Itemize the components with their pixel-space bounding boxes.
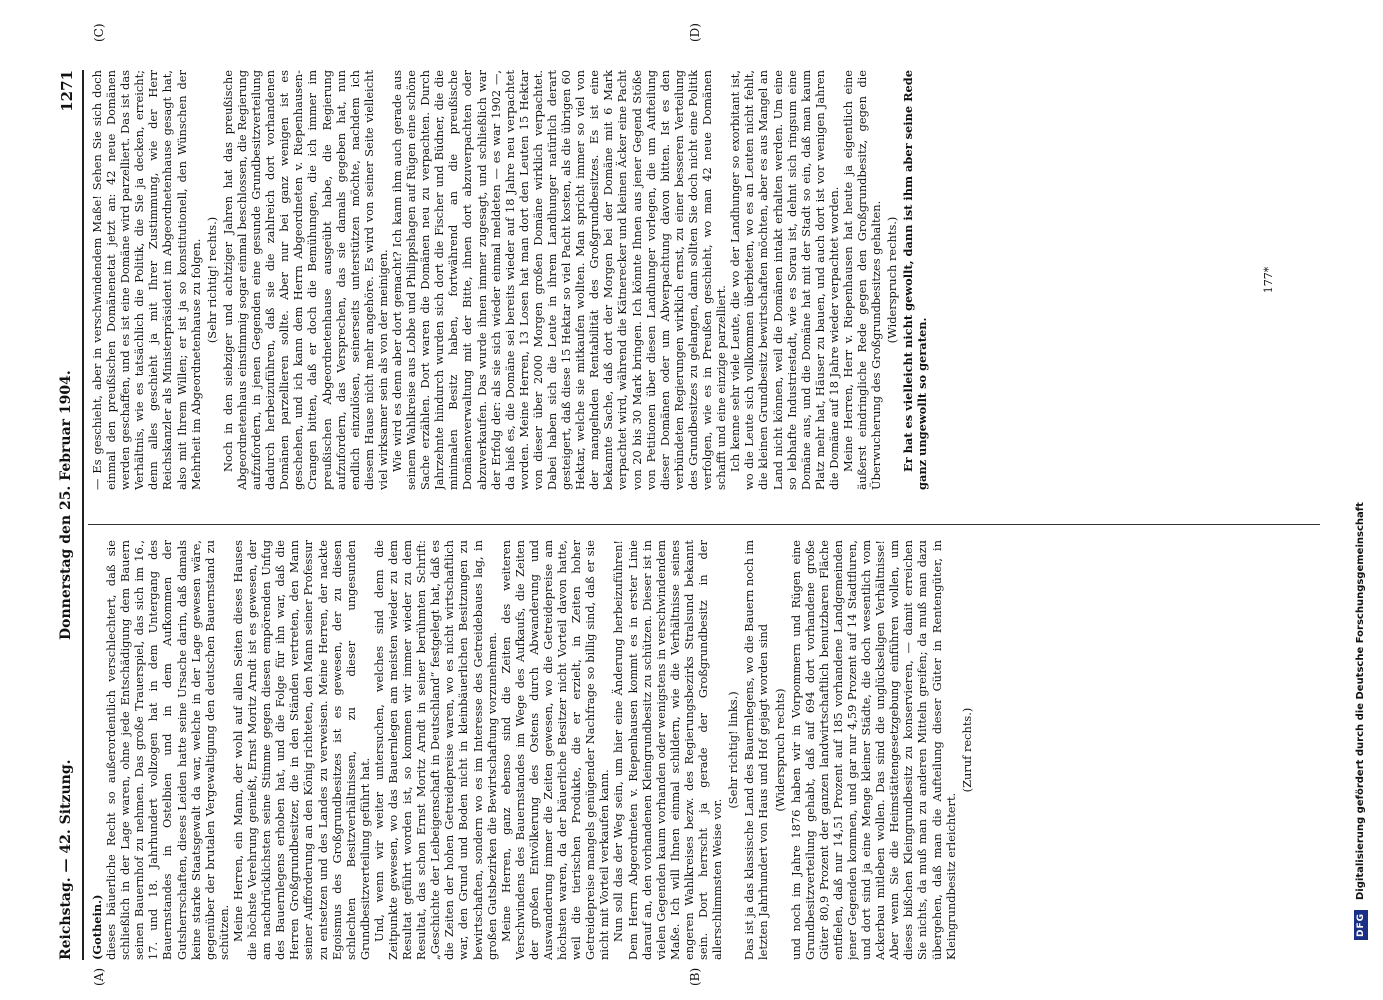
interjection: (Sehr richtig! rechts.) [204, 216, 219, 344]
sheet-signature: 177* [1262, 266, 1275, 294]
interjection: (Zuruf rechts.) [959, 707, 974, 793]
paragraph: und noch im Jahre 1876 haben wir in Vorpommern und Rügen eine Grundbesitzverteilung gehabt, daß auf 694 dort vorhandene große Güter 80,9 Prozent der ganzen landwirtschaftlich benutzbaren Fläche entfielen, daß nur 14,51 Prozent auf 185 vorhandene Landgemeinden jener Gegenden kommen, und gar nur 4,59 Prozent auf 14 Stadtfluren, und dort sind ja eine Menge kleiner Städte, die doch wesentlich vom Ackerbau mitleben wollen. Das sind die unglückseligen Verhältnisse! Aber wenn Sie die Heimstättengesetzgebung einführen wollen, um dieses bißchen Kleingrundbesitz zu konservieren, — damit erreichen Sie nichts, da muß man zu anderen Mitteln greifen; da muß man dazu übergehen, daß man die Aufteilung dieser Güter in Rentengüter, in Kleingrundbesitz erleichtert. [788, 540, 958, 960]
paragraph: dieses bäuerliche Recht so außerordentlich verschlechtert, daß sie schließlich in der Lage waren, ohne jede Entschädigung dem Bauern seinen Bauernhof zu nehmen. Das große Trauerspiel, das sich im 16., 17. und 18. Jahrhundert vollzogen hat in dem Untergang des Bauernstandes in Ostelbien und in dem Aufkommen der Gutsherrschaften, dieses Leiden hatte seine Ursache darin, daß damals keine starke Staatsgewalt da war, welche in der Lage gewesen wäre, gegenüber der brutalen Vergewaltigung den deutschen Bauernstand zu schützen. [104, 540, 231, 960]
paragraph: Meine Herren, Herr v. Riepenhausen hat heute ja eigentlich eine äußerst eindringliche Rede gegen den Großgrundbesitz, gegen die Überwucherung des Großgrundbesitzes gehalten. [840, 70, 884, 490]
left-column [90, 540, 1320, 960]
header-date: Donnerstag den 25. Februar 1904. [58, 370, 74, 640]
paragraph: Das ist ja das klassische Land des Bauernlegens, wo die Bauern noch im letzten Jahrhundert von Haus und Hof gejagt worden sind [742, 540, 771, 960]
dfg-credit-text: Digitalisierung gefördert durch die Deutsche Forschungsgemeinschaft [1355, 502, 1366, 900]
margin-letter-c: (C) [92, 23, 106, 42]
dfg-credit [1352, 60, 1372, 940]
paragraph: Wie wird es denn aber dort gemacht? Ich kann ihm auch gerade aus seinem Wahlkreise aus Lobbe und Philippshagen auf Rügen eine schöne Sache erzählen. Dort waren die Domänen neu zu verpachten. Durch Jahrzehnte hindurch wurden sich dort die Fischer und Büdner, die die minimalen Besitz haben, fortwährend an die preußische Domänenverwaltung mit der Bitte, ihnen dort abzuverpachten oder abzuverkaufen. Das wurde ihnen immer zugesagt, und schließlich war der Erfolg der: als sie sich wieder einmal meldeten — es war 1902 —, da hieß es, die Domäne sei bereits wieder auf 18 Jahre neu verpachtet worden. Meine Herren, 13 Losen hat man dort den Leuten 15 Hektar von dieser über 2000 Morgen großen Domäne wirklich verpachtet. Dabei haben sich die Leute in ihrem Landhunger natürlich derart gesteigert, daß diese 15 Hektar so viel Pacht kosten, als die übrigen 60 Hektar, welche sie mitkaufen wollten. Man spricht immer so viel von der mangelnden Rentabilität des Großgrundbesitzes. Es ist eine bekannte Sache, daß dort der Morgen bei der Domäne mit 6 Mark verpachtet wird, während die Kätnerecker und kleinen Äcker eine Pacht von 20 bis 30 Mark bringen. Ich könnte Ihnen aus jener Gegend Stöße von Petitionen über diesen Landhunger vorlegen, die um Aufteilung dieser Domänen oder um Abverpachtung davon bitten. Ist es den verbündeten Regierungen wirklich ernst, zu einer besseren Verteilung des Grundbesitzes zu gelangen, dann sollten Sie doch nicht eine Politik verfolgen, wie es in Preußen geschieht, wo man 42 neue Domänen schafft und eine einzige parzelliert. [389, 70, 729, 490]
paragraph: — Es geschieht, aber in verschwindendem Maße! Sehen Sie sich doch einmal den preußischen Domänenetat jetzt an: 42 neue Domänen werden geschaffen, und es ist eine Domäne wird parzelliert. Das ist das Verhältnis, wie es tatsächlich die Politik, die Sie ja decken, erreicht; denn alles geschieht ja mit Ihrer Zustimmung, wie der Herr Reichskanzler als Ministerpräsident im Abgeordnetenhause gesagt hat, also mit Ihrem Willen; er ist ja so konstitutionell, den Wünschen der Mehrheit im Abgeordnetenhause zu folgen. [90, 70, 203, 490]
dfg-logo: DFG [1354, 910, 1368, 940]
interjection: (Sehr richtig! links.) [726, 691, 741, 809]
margin-letter-d: (D) [688, 23, 702, 42]
interjection: (Widerspruch rechts.) [885, 216, 900, 344]
paragraph: Meine Herren, ein Mann, der wohl auf allen Seiten dieses Hauses die höchste Verehrung genießt, Ernst Moritz Arndt ist es gewesen, der am nachdrücklichsten seine Stimme gegen diesen empörenden Unfug des Bauernlegens erhoben hat, und die Folge für ihn war, daß die Herren Großgrundbesitzer, die in den Ständen vertreten, den Mann seiner Aufforderung an den König richteten, den Mann seiner Professur zu entsetzen und des Landes zu verweisen. Meine Herren, der nackte Egoismus des Großgrundbesitzes ist es gewesen, der zu diesen schlechten Besitzverhältnissen, zu dieser ungesunden Grundbesitzverteilung geführt hat. [230, 540, 372, 960]
header-session: Reichstag. — 42. Sitzung. [58, 759, 74, 960]
speaker-name: (Gothein.) [90, 894, 104, 960]
margin-letter-b: (B) [688, 967, 702, 986]
paragraph: Nun soll das der Weg sein, um hier eine Änderung herbeizuführen! Dem Herrn Abgeordneten v. Riepenhausen kommt es in erster Linie darauf an, den vorhandenen Kleingrundbesitz zu schützen. Dieser ist in vielen Gegenden kaum vorhanden oder wenigstens in verschwindendem Maße. Ich will Ihnen einmal schildern, wie die Verhältnisse seines engeren Wahlkreises bezw. des Regierungsbezirks Stralsund bekannt sein. Dort herrscht ja gerade der Großgrundbesitz in der allerschlimmsten Weise vor. [611, 540, 725, 960]
margin-letter-a: (A) [92, 967, 106, 986]
paragraph: Und, wenn wir weiter untersuchen, welches sind denn die Zeitpunkte gewesen, wo das Bauernlegen am meisten wieder zu dem Resultat geführt worden ist, so kommen wir immer wieder zu dem Resultat, das schon Ernst Moritz Arndt in seiner berühmten Schrift: „Geschichte der Leibeigenschaft in Deutschland“ festgelegt hat, daß es die Zeiten der hohen Getreidepreise waren, wo es nicht wirtschaftlich war, den Grund und Boden nicht in kleinbäuerlichen Besitzungen zu bewirtschaften, sondern wo es im Interesse des Getreidebaues lag, in großen Gutsbezirken die Bewirtschaftung vorzunehmen. [371, 540, 499, 960]
paragraph: Meine Herren, ganz ebenso sind die Zeiten des weiteren Verschwindens des Bauernstandes im Wege des Aufkaufs, die Zeiten der großen Entvölkerung des Ostens durch Abwanderung und Auswanderung immer die Zeiten gewesen, wo die Getreidepreise am höchsten waren, da der bäuerliche Besitzer nicht Vorteil davon hatte, weil die tierischen Produkte, die er erzielt, in Zeiten hoher Getreidepreise mangels genügender Nachfrage so billig sind, daß er sie nicht mit Vorteil verkaufen kann. [498, 540, 612, 960]
paragraph: Noch in den siebziger und achtziger Jahren hat das preußische Abgeordnetenhaus einstimmig sogar einmal beschlossen, die Regierung aufzufordern, in jenen Gegenden eine gesunde Grundbesitzverteilung dadurch herbeizuführen, daß sie die zahlreich dort vorhandenen Domänen parzellieren sollte. Aber nur bei ganz wenigen ist es geschehen, und ich kann dem Herrn Abgeordneten v. Riepenhausen-Crangen bitten, daß er doch die Bemühungen, die ich immer im preußischen Abgeordnetenhause ausgeübt habe, die Regierung aufzufordern, das Versprechen, das sie damals gegeben hat, nun endlich einzulösen, seinerseits unterstützen möchte, nachdem ich diesem Hause nicht mehr angehöre. Es wird von seiner Seite vielleicht viel wirksamer sein als von der meinigen. [220, 70, 390, 490]
paragraph: Ich kenne sehr viele Leute, die wo der Landhunger so exorbitant ist, wo die Leute sich vollkommen überbieten, wo es an Leuten nicht fehlt, die kleinen Grundbesitz bewirtschaften möchten, aber es aus Mangel an Land nicht können, weil die Domänen intakt erhalten werden. Um eine so lebhafte Industriestadt, wie es Sorau ist, dehnt sich ringsum eine Domäne aus, und die Domäne hat mit der Stadt so ein, daß man kaum Platz mehr hat, Häuser zu bauen, und auch dort ist vor wenigen Jahren die Domäne auf 18 Jahre wieder verpachtet worden. [728, 70, 841, 490]
interjection: (Widerspruch rechts) [772, 688, 787, 812]
right-column [90, 70, 1270, 490]
column-divider [88, 524, 1320, 525]
page-number: 1271 [58, 70, 76, 112]
page-header [58, 70, 82, 960]
closing-sentence: Er hat es vielleicht nicht gewollt, dann ist ihm aber seine Rede ganz ungewollt so geraten. [901, 70, 930, 490]
header-rule [82, 70, 84, 960]
